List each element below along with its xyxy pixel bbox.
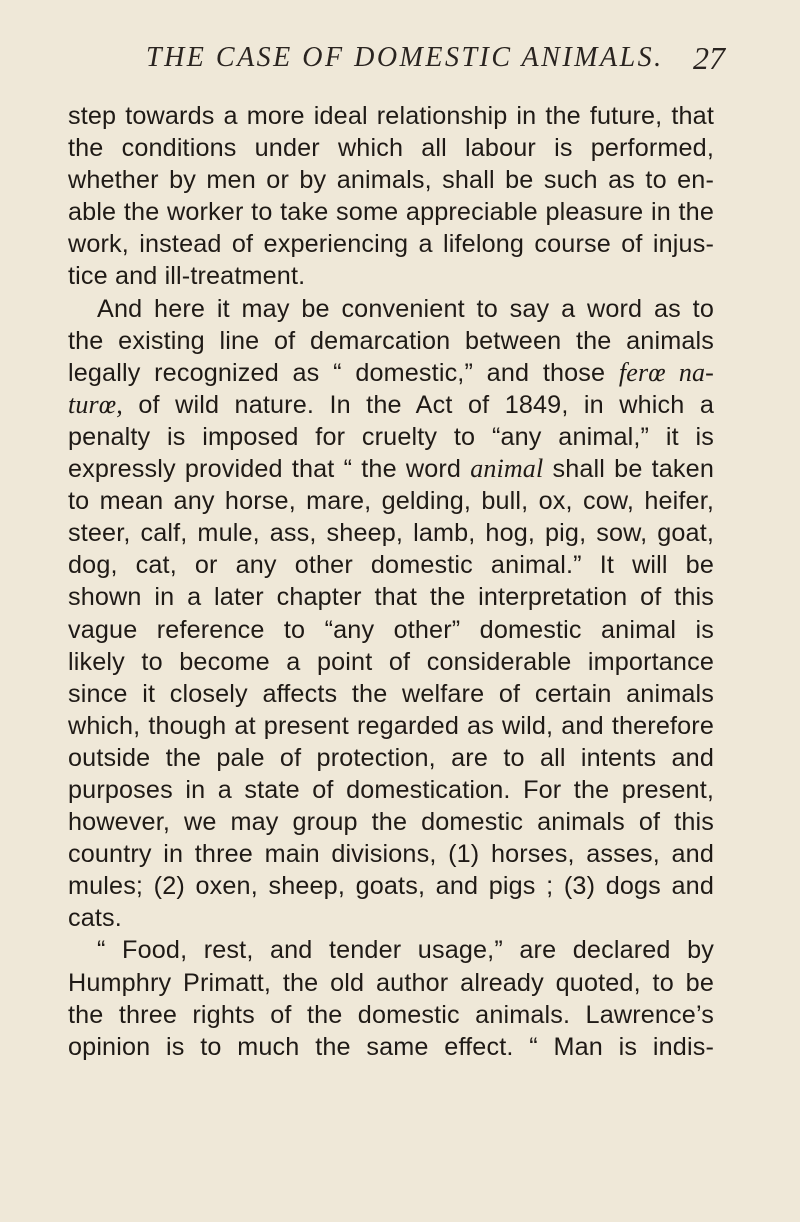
text-segment: shall be taken [543, 455, 714, 484]
paragraph [68, 934, 714, 1062]
text-line: purposes in a state of domestication. For the present, [68, 775, 714, 804]
italic-term: animal [470, 454, 544, 484]
text-line: step towards a more ideal relationship in the future, that [68, 102, 714, 130]
text-line: since it closely affects the welfare of certain animals [68, 679, 714, 708]
text-line: opinion is to much the same effect. “ Man is indis- [68, 1032, 714, 1061]
page-number: 27 [693, 40, 725, 76]
text-line: outside the pale of protection, are to all intents and [68, 743, 714, 772]
text-segment: expressly provided that “ the word [68, 455, 471, 484]
text-line: dog, cat, or any other domestic animal.” It will be [68, 551, 714, 580]
text-line: mules; (2) oxen, sheep, goats, and pigs ; (3) dogs and [68, 872, 714, 901]
running-title: THE CASE OF DOMESTIC ANIMALS. [146, 42, 664, 73]
running-head [0, 42, 800, 82]
text-line: the three rights of the domestic animals. Lawrence’s [68, 1000, 714, 1029]
text-line: likely to become a point of considerable importance [68, 647, 714, 676]
text-line: penalty is imposed for cruelty to “any animal,” it is [68, 422, 714, 451]
text-line [68, 357, 714, 389]
paragraph [68, 100, 714, 293]
text-line: whether by men or by animals, shall be such as to en- [68, 166, 714, 195]
text-line: tice and ill-treatment. [68, 262, 306, 291]
text-line: the existing line of demarcation between the animals [68, 326, 714, 355]
italic-term: turœ, [68, 389, 123, 419]
text-line: “ Food, rest, and tender usage,” are declared by [97, 936, 714, 965]
text-line: work, instead of experiencing a lifelong course of injus- [68, 230, 714, 259]
italic-term: ferœ na- [618, 357, 714, 387]
text-line: able the worker to take some appreciable pleasure in the [68, 198, 714, 227]
text-line [68, 453, 714, 485]
text-line: vague reference to “any other” domestic animal is [68, 615, 714, 644]
text-segment: of wild nature. In the Act of 1849, in which a [122, 390, 714, 419]
body-text [68, 100, 714, 1063]
text-segment: legally recognized as “ domestic,” and those [68, 358, 619, 387]
text-line: shown in a later chapter that the interpretation of this [68, 583, 714, 612]
paragraph [68, 293, 714, 935]
text-line: cats. [68, 904, 122, 933]
text-line: to mean any horse, mare, gelding, bull, ox, cow, heifer, [68, 487, 714, 516]
text-line: country in three main divisions, (1) horses, asses, and [68, 840, 714, 869]
text-line: however, we may group the domestic animals of this [68, 808, 714, 837]
text-line: And here it may be convenient to say a word as to [97, 294, 714, 323]
text-line: steer, calf, mule, ass, sheep, lamb, hog, pig, sow, goat, [68, 519, 714, 548]
text-line: Humphry Primatt, the old author already quoted, to be [68, 968, 714, 997]
text-line: the conditions under which all labour is performed, [68, 134, 714, 163]
text-line [68, 389, 714, 421]
text-line: which, though at present regarded as wild, and therefore [68, 711, 714, 740]
